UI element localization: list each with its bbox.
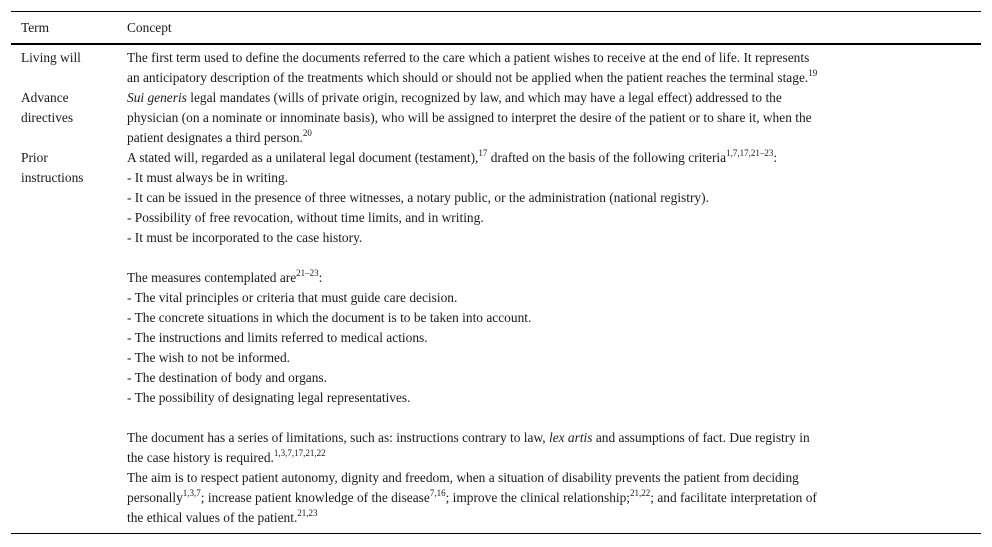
term-text: directives: [21, 110, 74, 125]
term-text: Living will: [21, 50, 81, 65]
table-body: [11, 45, 981, 533]
concept-line: The first term used to define the documents referred to the care which a patient wishes to receive at the end of life. It represents: [127, 50, 810, 65]
concept-line: Sui generis legal mandates (wills of private origin, recognized by law, and which may have a legal effect) addressed to the: [127, 90, 782, 105]
concept-line: The aim is to respect patient autonomy, dignity and freedom, when a situation of disability prevents the patient from deciding: [127, 470, 799, 485]
citation: 7,16: [429, 487, 446, 498]
citation: 20: [302, 127, 312, 138]
concept-line: physician (on a nominate or innominate basis), who will be assigned to interpret the desire of the patient or to share it, when the: [127, 110, 812, 125]
measure-item: - The vital principles or criteria that must guide care decision.: [127, 290, 458, 305]
concept-line: patient designates a third person.$^{20}$: [127, 127, 312, 145]
measure-item: - The instructions and limits referred to medical actions.: [127, 330, 428, 345]
concept-line: personally$^{1,3,7}$; increase patient knowledge of the disease$^{7,16}$; improve the clinical relationship;$^{21,22}$; and facilitate interpretation of: [127, 487, 817, 505]
header-concept: Concept: [127, 19, 172, 35]
blank-line: [127, 408, 967, 428]
concept-cell: [127, 148, 981, 528]
concept-line: The measures contemplated are$^{21-23}$:: [127, 267, 323, 285]
blank-line: [127, 248, 967, 268]
table-row: [11, 48, 981, 88]
concept-line: an anticipatory description of the treatments which should or should not be applied when the patient reaches the terminal stage.$^{19}$: [127, 67, 818, 85]
measure-item: - The wish to not be informed.: [127, 350, 291, 365]
term-cell: [11, 48, 127, 88]
term-text: instructions: [21, 170, 84, 185]
citation: 21,23: [297, 507, 318, 518]
criteria-item: - It must always be in writing.: [127, 170, 289, 185]
measure-item: - The destination of body and organs.: [127, 370, 327, 385]
term-cell: [11, 88, 127, 148]
citation: 21,22: [630, 487, 651, 498]
header-term: Term: [21, 19, 50, 35]
concept-cell: [127, 48, 981, 88]
measure-item: - The concrete situations in which the document is to be taken into account.: [127, 310, 532, 325]
criteria-item: - It must be incorporated to the case history.: [127, 230, 363, 245]
criteria-item: - It can be issued in the presence of three witnesses, a notary public, or the administration (national registry).: [127, 190, 709, 205]
citation: 1,3,7,17,21,22: [273, 447, 326, 458]
term-text: Advance: [21, 90, 69, 105]
concept-line: A stated will, regarded as a unilateral legal document (testament),$^{17}$ drafted on the basis of the following criteria$^{1,7,17,21-23}$:: [127, 147, 778, 165]
criteria-item: - Possibility of free revocation, without time limits, and in writing.: [127, 210, 484, 225]
citation: 1,3,7: [182, 487, 201, 498]
concept-line: the case history is required.$^{1,3,7,17,21,22}$: [127, 447, 326, 465]
definitions-table: [11, 11, 981, 534]
concept-line: the ethical values of the patient.$^{21,23}$: [127, 507, 318, 525]
citation: 17: [478, 147, 488, 158]
concept-cell: [127, 88, 981, 148]
citation: 19: [808, 67, 818, 78]
term-cell: [11, 148, 127, 528]
table-header: [11, 12, 981, 45]
table-row: [11, 148, 981, 528]
term-text: Prior: [21, 150, 48, 165]
concept-line: The document has a series of limitations, such as: instructions contrary to law, lex artis and assumptions of fact. Due registry in: [127, 430, 810, 445]
citation: 21–23: [296, 267, 319, 278]
citation: 1,7,17,21–23: [726, 147, 774, 158]
table-row: [11, 88, 981, 148]
measure-item: - The possibility of designating legal representatives.: [127, 390, 411, 405]
